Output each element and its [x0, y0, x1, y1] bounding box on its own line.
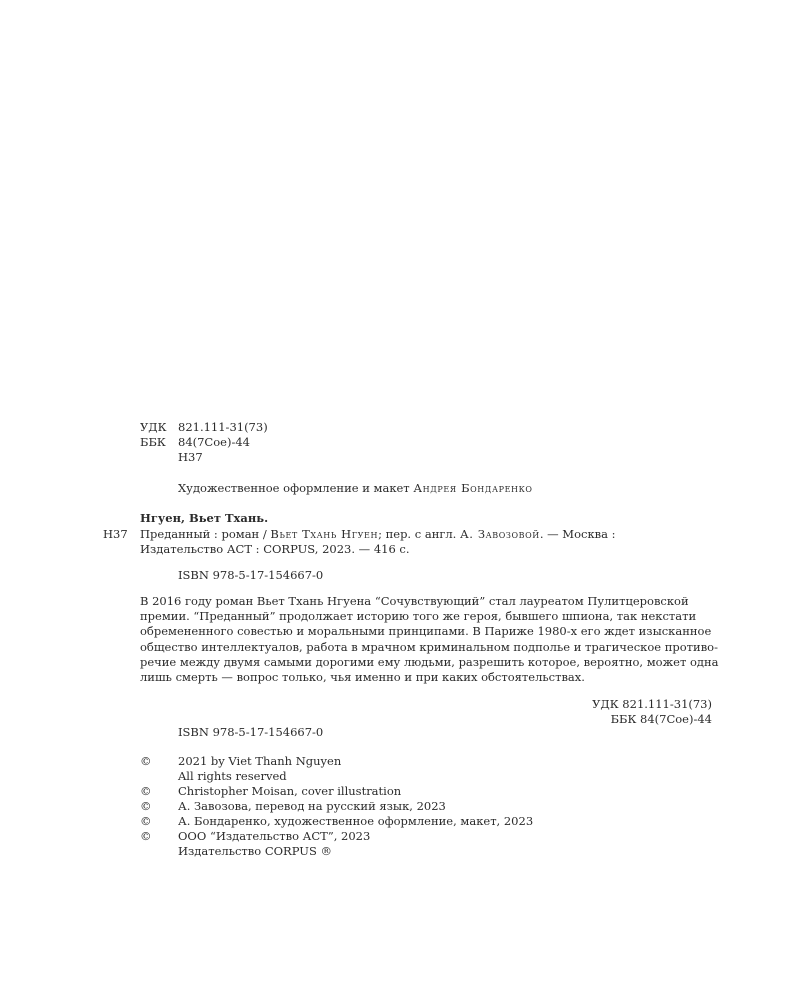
annotation — [140, 594, 719, 685]
bbk-label: ББК — [140, 435, 166, 449]
annotation-line: лишь смерть — вопрос только, чья именно и при каких обстоятельствах. — [140, 670, 585, 685]
isbn-bottom: ISBN 978-5-17-154667-0 — [178, 725, 324, 739]
udk-value: 821.111-31(73) — [178, 420, 268, 434]
bib-transl-prefix: ; пер. с англ. — [378, 527, 460, 541]
design-credit — [178, 481, 533, 496]
annotation-line: общество интеллектуалов, работа в мрачном криминальном подполье и трагическое противо- — [140, 639, 718, 654]
design-credit-name: Андрея Бондаренко — [413, 481, 533, 495]
copyright-symbol: © — [140, 784, 152, 798]
copyright-symbol: © — [140, 829, 152, 843]
copyright-text: А. Бондаренко, художественное оформление, макет, 2023 — [178, 814, 534, 828]
bib-author: Вьет Тхань Нгуен — [270, 527, 379, 541]
copyright-text: А. Завозова, перевод на русский язык, 2023 — [178, 799, 446, 813]
copyright-symbol: © — [140, 814, 152, 828]
bib-line-1 — [140, 527, 616, 542]
design-credit-prefix: Художественное оформление и макет — [178, 481, 410, 495]
author-mark-top: Н37 — [178, 450, 203, 464]
isbn-top: ISBN 978-5-17-154667-0 — [178, 568, 324, 582]
annotation-line: В 2016 году роман Вьет Тхань Нгуена “Сочувствующий” стал лауреатом Пулитцеровской — [140, 594, 689, 608]
bib-title: Преданный : роман / — [140, 527, 271, 541]
copyright-text: 2021 by Viet Thanh Nguyen — [178, 754, 342, 768]
bib-author-mark: Н37 — [103, 527, 128, 541]
bbk-value: 84(7Сое)-44 — [178, 435, 250, 449]
bib-line-2: Издательство АСТ : CORPUS, 2023. — 416 с. — [140, 542, 410, 556]
imprint: Издательство CORPUS ® — [178, 844, 332, 858]
bib-heading: Нгуен, Вьет Тхань. — [140, 511, 269, 525]
copyright-sub: All rights reserved — [178, 769, 287, 783]
copyright-text: Christopher Moisan, cover illustration — [178, 784, 402, 798]
annotation-line: обремененного совестью и моральными принципами. В Париже 1980-х его ждет изысканное — [140, 624, 712, 639]
bbk-right: ББК 84(7Сое)-44 — [610, 712, 712, 726]
bib-place: . — Москва : — [539, 527, 616, 541]
copyright-symbol: © — [140, 799, 152, 813]
copyright-symbol: © — [140, 754, 152, 768]
annotation-line: речие между двумя самыми дорогими ему людьми, разрешить которое, вероятно, может одна — [140, 654, 719, 669]
udk-label: УДК — [140, 420, 167, 434]
bib-translator: А. Завозовой — [460, 527, 540, 541]
annotation-line: премии. “Преданный” продолжает историю того же героя, бывшего шпиона, так некстати — [140, 609, 697, 624]
copyright-text: ООО “Издательство АСТ”, 2023 — [178, 829, 371, 843]
udk-right: УДК 821.111-31(73) — [592, 697, 712, 711]
